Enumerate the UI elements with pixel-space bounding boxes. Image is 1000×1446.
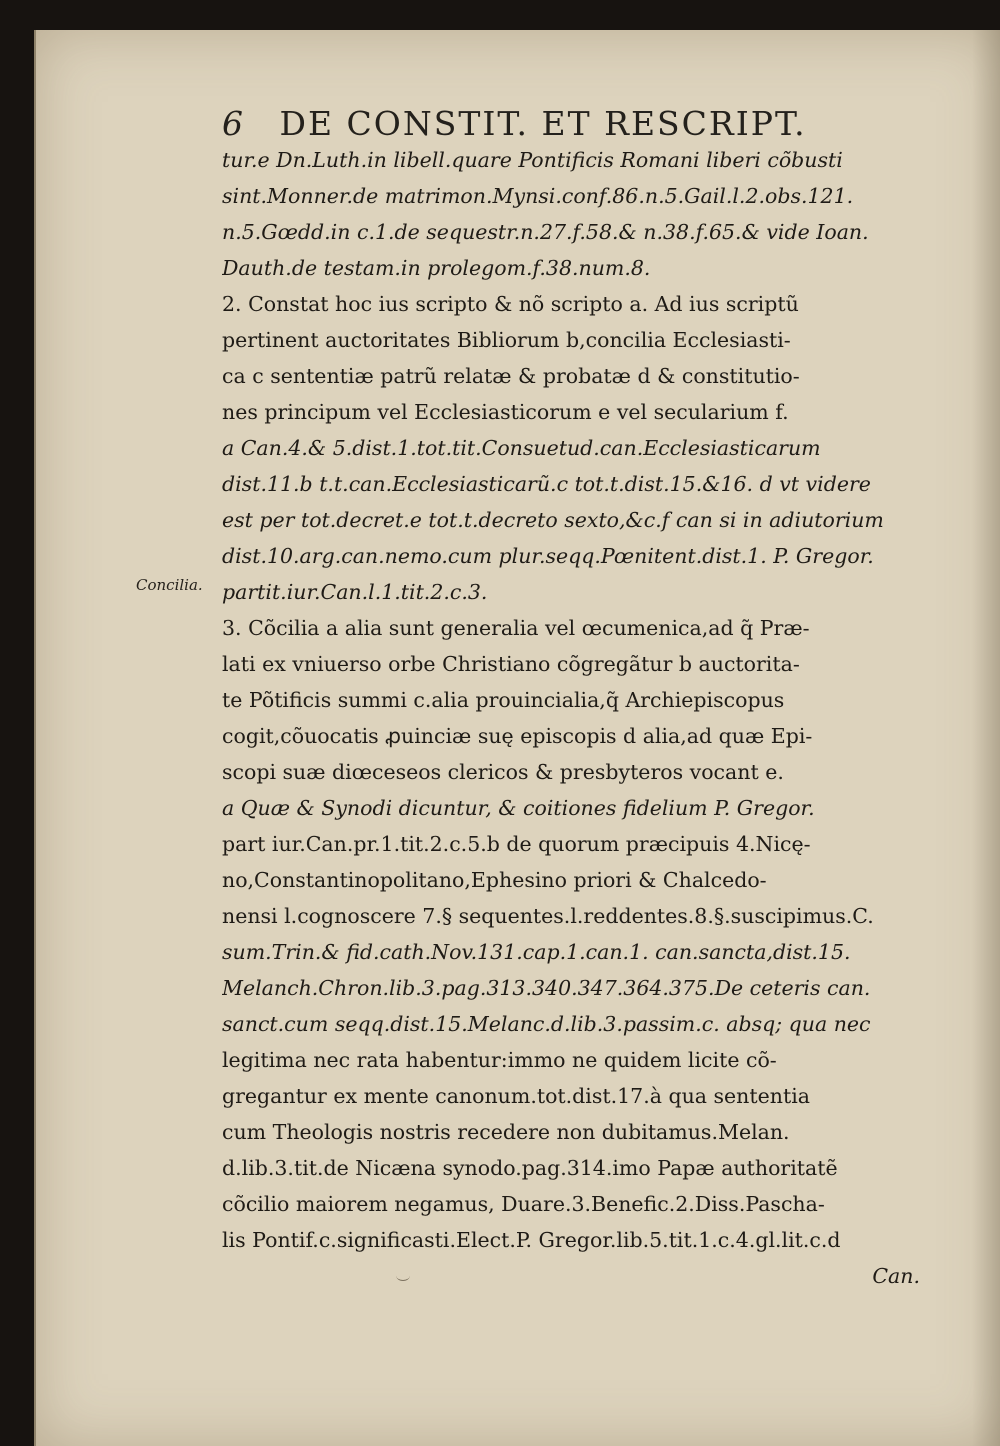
text-line: 2. Constat hoc ius scripto & nõ scripto a. Ad ius scriptũ	[222, 292, 799, 316]
text-line: nes principum vel Ecclesiasticorum e vel secularium f.	[222, 400, 789, 424]
footnote-line: dist.10.arg.can.nemo.cum plur.seqq.Pœnitent.dist.1. P. Gregor.	[222, 544, 874, 568]
catchword: Can.	[872, 1264, 920, 1288]
text-line: scopi suæ diœceseos clericos & presbyteros vocant e.	[222, 760, 784, 784]
text-line: sint.Monner.de matrimon.Mynsi.conf.86.n.5.Gail.l.2.obs.121.	[222, 184, 854, 208]
page-edge-shadow	[972, 30, 1000, 1446]
text-line: pertinent auctoritates Bibliorum b,concilia Ecclesiasti-	[222, 328, 791, 352]
running-header	[222, 104, 822, 143]
margin-note: Concilia.	[136, 576, 203, 594]
text-line: n.5.Gœdd.in c.1.de sequestr.n.27.f.58.& n.38.f.65.& vide Ioan.	[222, 220, 869, 244]
footnote-line: Melanch.Chron.lib.3.pag.313.340.347.364.375.De ceteris can.	[222, 976, 871, 1000]
text-line: d.lib.3.tit.de Nicæna synodo.pag.314.imo Papæ authoritatẽ	[222, 1156, 838, 1180]
text-line: cum Theologis nostris recedere non dubitamus.Melan.	[222, 1120, 790, 1144]
footnote-line: a Quæ & Synodi dicuntur, & coitiones fidelium P. Gregor.	[222, 796, 815, 820]
text-line: cõcilio maiorem negamus, Duare.3.Benefic.2.Diss.Pascha-	[222, 1192, 825, 1216]
page-number: 6	[222, 104, 245, 143]
ink-smudge	[396, 1270, 410, 1281]
text-line: tur.e Dn.Luth.in libell.quare Pontificis Romani liberi cõbusti	[222, 148, 843, 172]
text-line: legitima nec rata habentur:immo ne quidem licite cõ-	[222, 1048, 777, 1072]
text-line: cogit,cõuocatis ꝓuinciæ suę episcopis d alia,ad quæ Epi-	[222, 724, 813, 748]
footnote-line: sum.Trin.& fid.cath.Nov.131.cap.1.can.1. can.sancta,dist.15.	[222, 940, 851, 964]
body-text	[222, 142, 926, 1294]
text-line: 3. Cõcilia a alia sunt generalia vel œcumenica,ad q̃ Præ-	[222, 616, 810, 640]
text-line: no,Constantinopolitano,Ephesino priori & Chalcedo-	[222, 868, 767, 892]
running-title: DE CONSTIT. ET RESCRIPT.	[279, 104, 807, 143]
text-line: part iur.Can.pr.1.tit.2.c.5.b de quorum præcipuis 4.Nicę-	[222, 832, 811, 856]
footnote-line: sanct.cum seqq.dist.15.Melanc.d.lib.3.passim.c. absq; qua nec	[222, 1012, 871, 1036]
footnote-line: partit.iur.Can.l.1.tit.2.c.3.	[222, 580, 488, 604]
text-line: ca c sententiæ patrũ relatæ & probatæ d & constitutio-	[222, 364, 800, 388]
text-line: te Põtificis summi c.alia prouincialia,q̃ Archiepiscopus	[222, 688, 785, 712]
footnote-line: a Can.4.& 5.dist.1.tot.tit.Consuetud.can.Ecclesiasticarum	[222, 436, 821, 460]
footnote-line: est per tot.decret.e tot.t.decreto sexto,&c.f can si in adiutorium	[222, 508, 884, 532]
text-line: lis Pontif.c.significasti.Elect.P. Gregor.lib.5.tit.1.c.4.gl.lit.c.d	[222, 1228, 841, 1252]
footnote-line: dist.11.b t.t.can.Ecclesiasticarũ.c tot.t.dist.15.&16. d vt videre	[222, 472, 871, 496]
text-line: lati ex vniuerso orbe Christiano cõgregãtur b auctorita-	[222, 652, 800, 676]
text-line: Dauth.de testam.in prolegom.f.38.num.8.	[222, 256, 651, 280]
text-line: nensi l.cognoscere 7.§ sequentes.l.reddentes.8.§.suscipimus.C.	[222, 904, 874, 928]
text-line: gregantur ex mente canonum.tot.dist.17.à qua sententia	[222, 1084, 810, 1108]
